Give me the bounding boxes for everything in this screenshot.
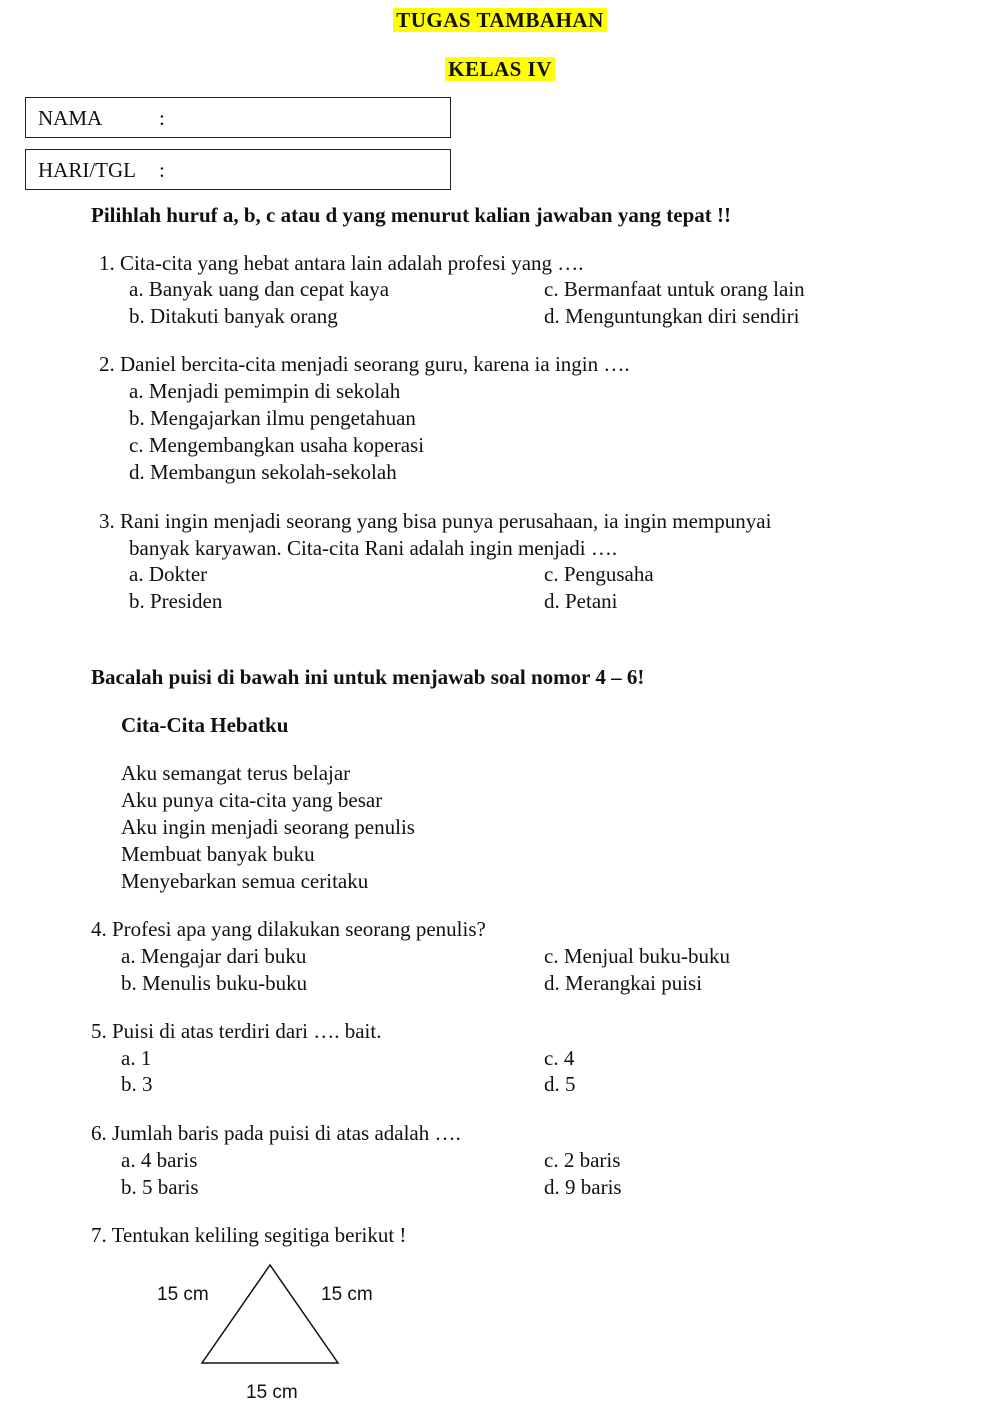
date-label: HARI/TGL [38, 158, 136, 182]
question-7: 7. Tentukan keliling segitiga berikut ! [91, 1223, 407, 1247]
q5-option-d[interactable]: d. 5 [544, 1072, 576, 1096]
question-2: 2. Daniel bercita-cita menjadi seorang guru, karena ia ingin …. [99, 352, 630, 376]
page-title-wrap [0, 8, 1000, 33]
q2-option-d[interactable]: d. Membangun sekolah-sekolah [129, 460, 397, 484]
date-colon: : [159, 158, 165, 182]
q5-option-c[interactable]: c. 4 [544, 1046, 575, 1070]
instruction-2: Bacalah puisi di bawah ini untuk menjawab soal nomor 4 – 6! [91, 665, 645, 689]
q4-option-c[interactable]: c. Menjual buku-buku [544, 944, 731, 968]
triangle-base-label: 15 cm [246, 1382, 298, 1403]
name-colon: : [159, 106, 165, 130]
question-3-line-1: 3. Rani ingin menjadi seorang yang bisa punya perusahaan, ia ingin mempunyai [99, 509, 772, 533]
q2-option-c[interactable]: c. Mengembangkan usaha koperasi [129, 433, 425, 457]
q4-option-b[interactable]: b. Menulis buku-buku [121, 971, 308, 995]
triangle-left-side-label: 15 cm [157, 1284, 209, 1305]
q6-option-c[interactable]: c. 2 baris [544, 1148, 621, 1172]
q6-option-d[interactable]: d. 9 baris [544, 1175, 622, 1199]
q4-option-a[interactable]: a. Mengajar dari buku [121, 944, 307, 968]
poem-line: Aku semangat terus belajar [121, 761, 351, 785]
poem-line: Aku punya cita-cita yang besar [121, 788, 383, 812]
question-4: 4. Profesi apa yang dilakukan seorang penulis? [91, 917, 486, 941]
question-3-line-2: banyak karyawan. Cita-cita Rani adalah ingin menjadi …. [129, 536, 618, 560]
poem-title: Cita-Cita Hebatku [121, 713, 289, 737]
q3-option-b[interactable]: b. Presiden [129, 589, 223, 613]
poem-line: Menyebarkan semua ceritaku [121, 869, 369, 893]
q6-option-b[interactable]: b. 5 baris [121, 1175, 199, 1199]
question-1: 1. Cita-cita yang hebat antara lain adalah profesi yang …. [99, 251, 584, 275]
triangle-shape [202, 1265, 338, 1363]
poem-line: Membuat banyak buku [121, 842, 315, 866]
page-title: TUGAS TAMBAHAN [393, 8, 607, 32]
class-label: KELAS IV [445, 57, 555, 81]
date-field[interactable] [25, 149, 451, 190]
q5-option-b[interactable]: b. 3 [121, 1072, 153, 1096]
triangle-right-side-label: 15 cm [321, 1284, 373, 1305]
q1-option-b[interactable]: b. Ditakuti banyak orang [129, 304, 338, 328]
q2-option-a[interactable]: a. Menjadi pemimpin di sekolah [129, 379, 401, 403]
q1-option-a[interactable]: a. Banyak uang dan cepat kaya [129, 277, 390, 301]
q6-option-a[interactable]: a. 4 baris [121, 1148, 198, 1172]
triangle-figure [198, 1261, 342, 1367]
instruction-1: Pilihlah huruf a, b, c atau d yang menurut kalian jawaban yang tepat !! [91, 203, 732, 227]
q5-option-a[interactable]: a. 1 [121, 1046, 152, 1070]
name-label: NAMA [38, 106, 103, 130]
q3-option-c[interactable]: c. Pengusaha [544, 562, 654, 586]
q1-option-c[interactable]: c. Bermanfaat untuk orang lain [544, 277, 805, 301]
class-label-wrap [0, 57, 1000, 82]
poem-line: Aku ingin menjadi seorang penulis [121, 815, 415, 839]
q2-option-b[interactable]: b. Mengajarkan ilmu pengetahuan [129, 406, 416, 430]
name-field[interactable] [25, 97, 451, 138]
question-6: 6. Jumlah baris pada puisi di atas adalah …. [91, 1121, 461, 1145]
question-5: 5. Puisi di atas terdiri dari …. bait. [91, 1019, 382, 1043]
q4-option-d[interactable]: d. Merangkai puisi [544, 971, 703, 995]
q1-option-d[interactable]: d. Menguntungkan diri sendiri [544, 304, 800, 328]
q3-option-d[interactable]: d. Petani [544, 589, 618, 613]
q3-option-a[interactable]: a. Dokter [129, 562, 208, 586]
